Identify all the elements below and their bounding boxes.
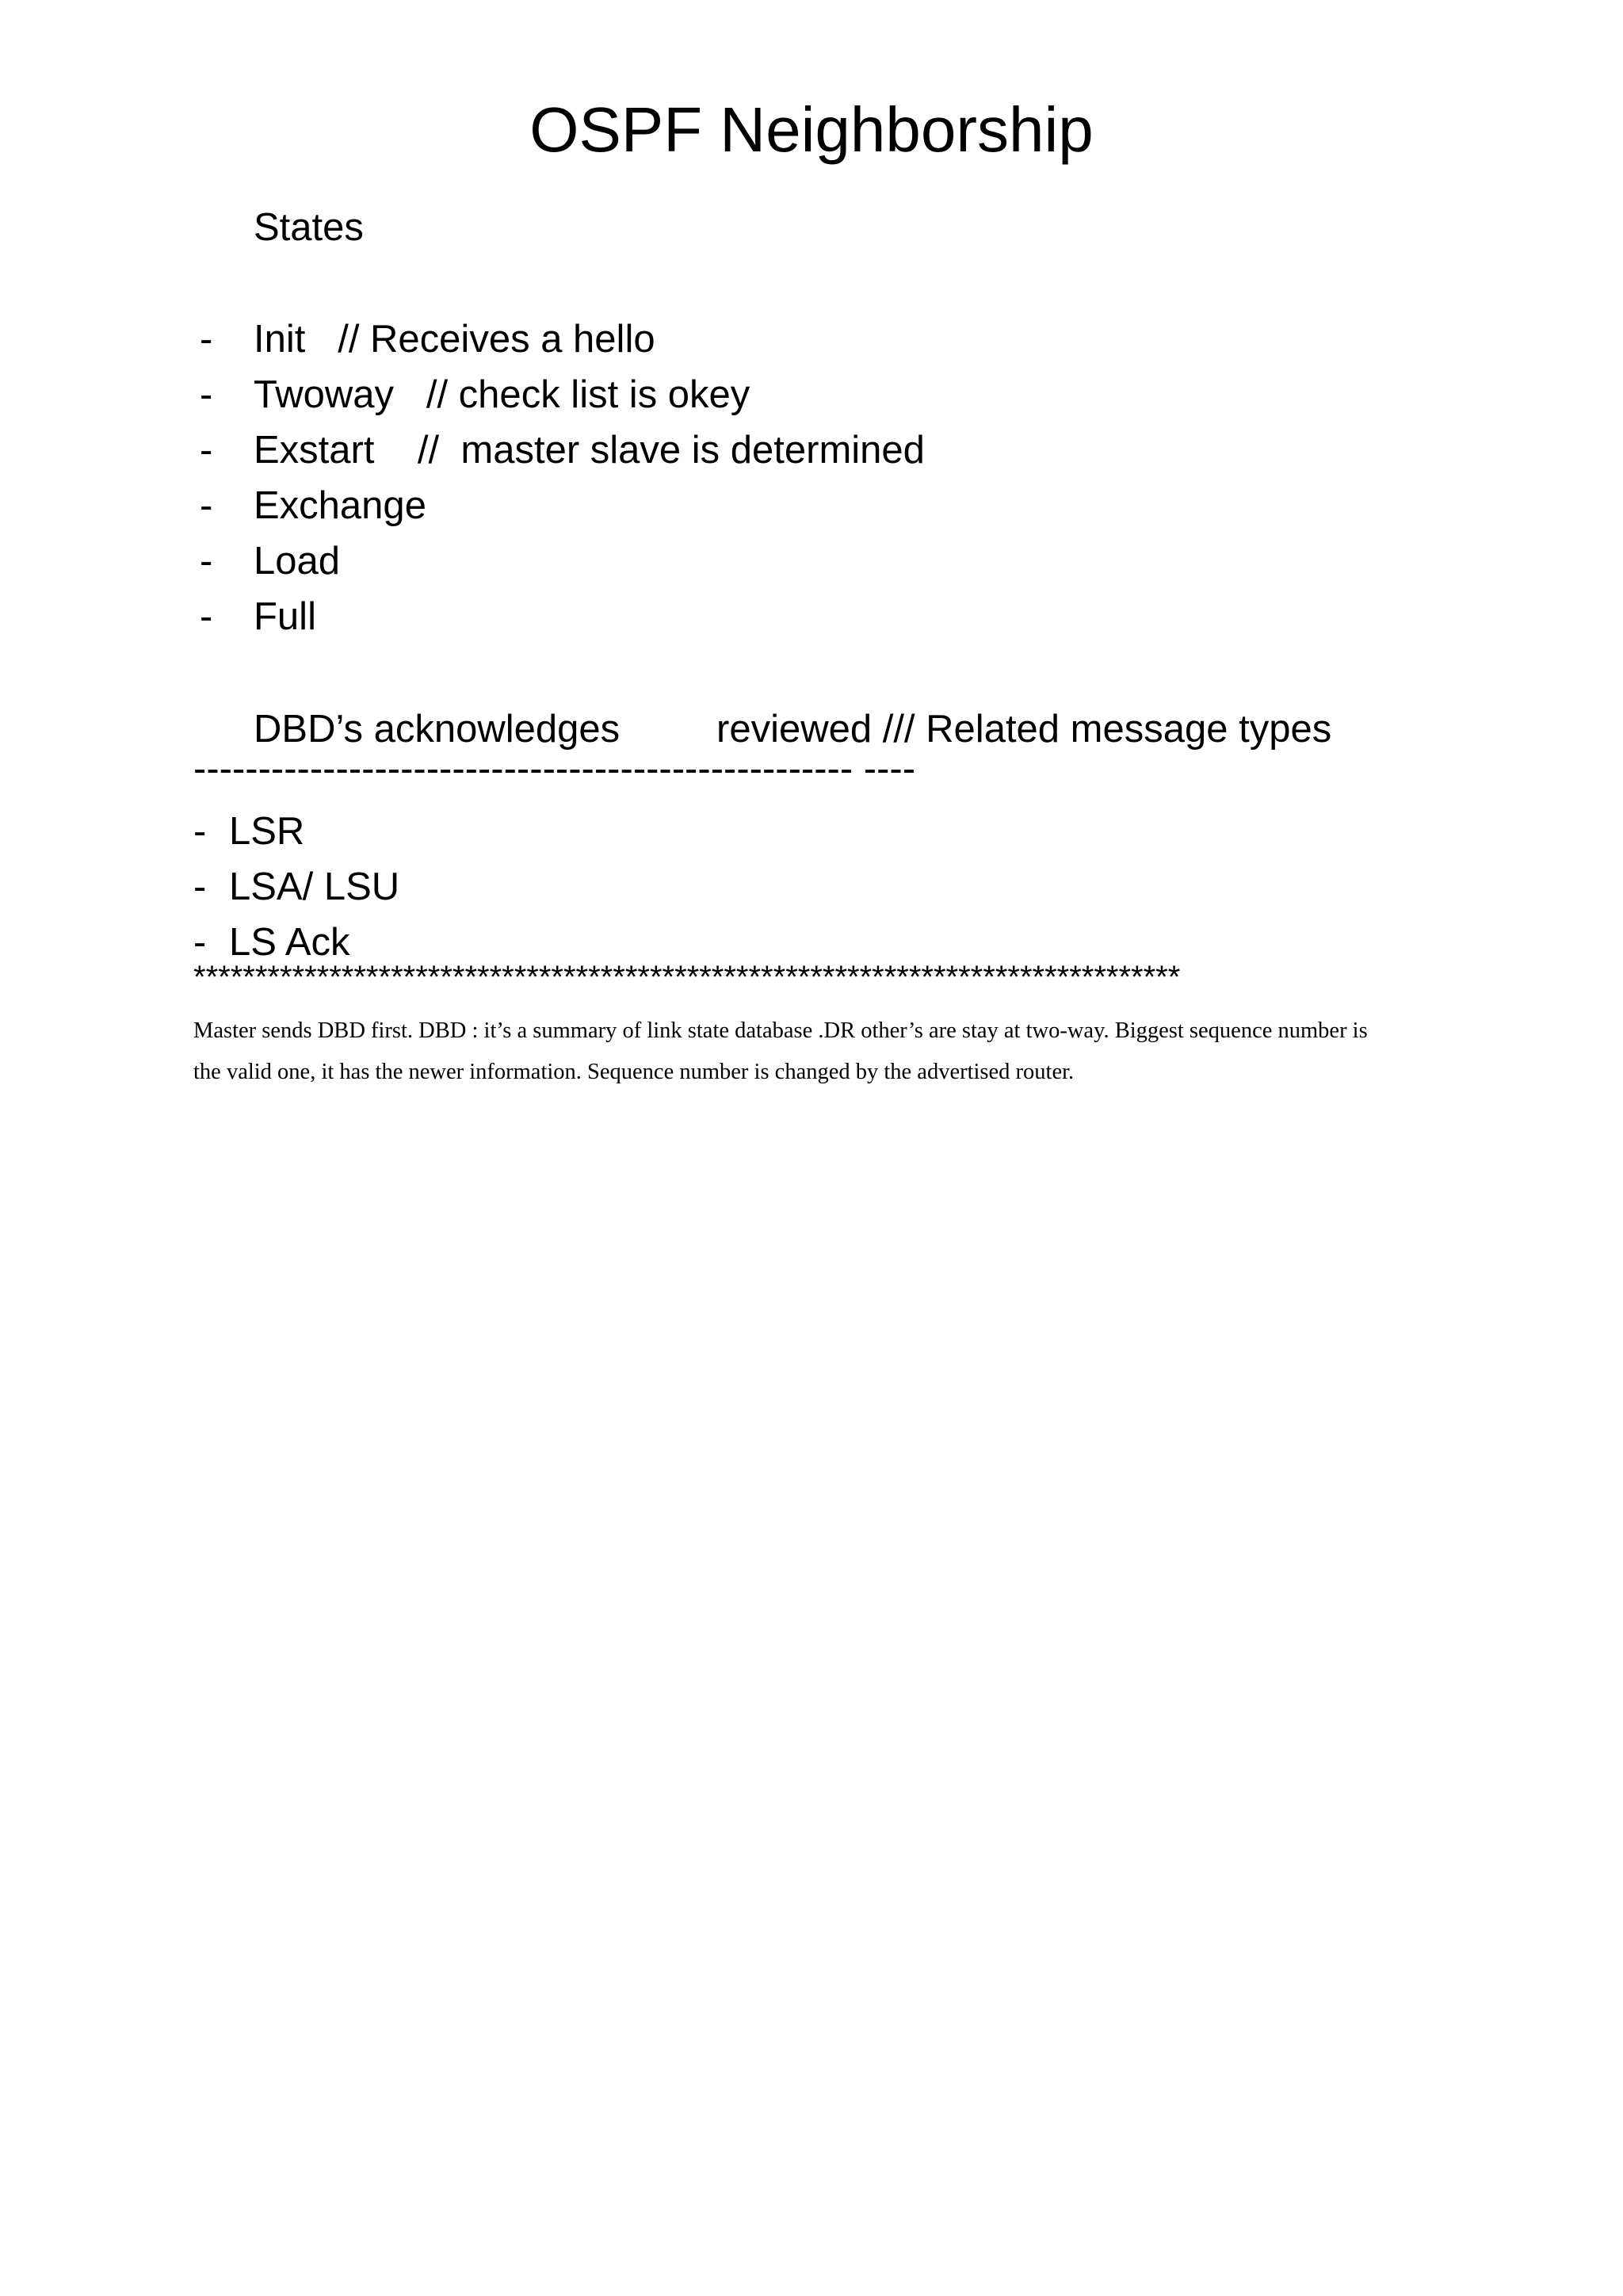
related-message-types-text: reviewed /// Related message types [716, 708, 1332, 751]
list-bullet: - [193, 921, 207, 964]
list-bullet: - [200, 429, 213, 472]
dbd-acknowledges-text: DBD’s acknowledges [254, 708, 621, 751]
states-heading: States [254, 206, 364, 249]
body-paragraph: Master sends DBD first. DBD : it’s a summary of link state database .DR other’s are stay at two-way. Biggest sequence number is the valid one, it has the newer information. Sequence number is changed by the advertised router. [193, 1018, 1368, 1084]
list-bullet: - [200, 595, 213, 638]
list-bullet: - [193, 865, 207, 908]
list-bullet: - [200, 484, 213, 527]
list-item: LS Ack [229, 921, 350, 964]
list-item: Exstart // master slave is determined [254, 429, 925, 472]
list-item: LSA/ LSU [229, 865, 400, 908]
star-divider: ******************************************************************************** [193, 960, 1181, 995]
list-item: Exchange [254, 484, 426, 527]
list-item: Init // Receives a hello [254, 318, 655, 361]
list-item: Twoway // check list is okey [254, 373, 750, 416]
list-item: Full [254, 595, 316, 638]
list-item: Load [254, 540, 341, 583]
page-title: OSPF Neighborship [529, 94, 1094, 165]
list-item: LSR [229, 810, 305, 853]
list-bullet: - [193, 810, 207, 853]
dashed-divider: --------------------------------------------------- ---- [193, 747, 916, 790]
list-bullet: - [200, 318, 213, 361]
list-bullet: - [200, 540, 213, 583]
list-bullet: - [200, 373, 213, 416]
